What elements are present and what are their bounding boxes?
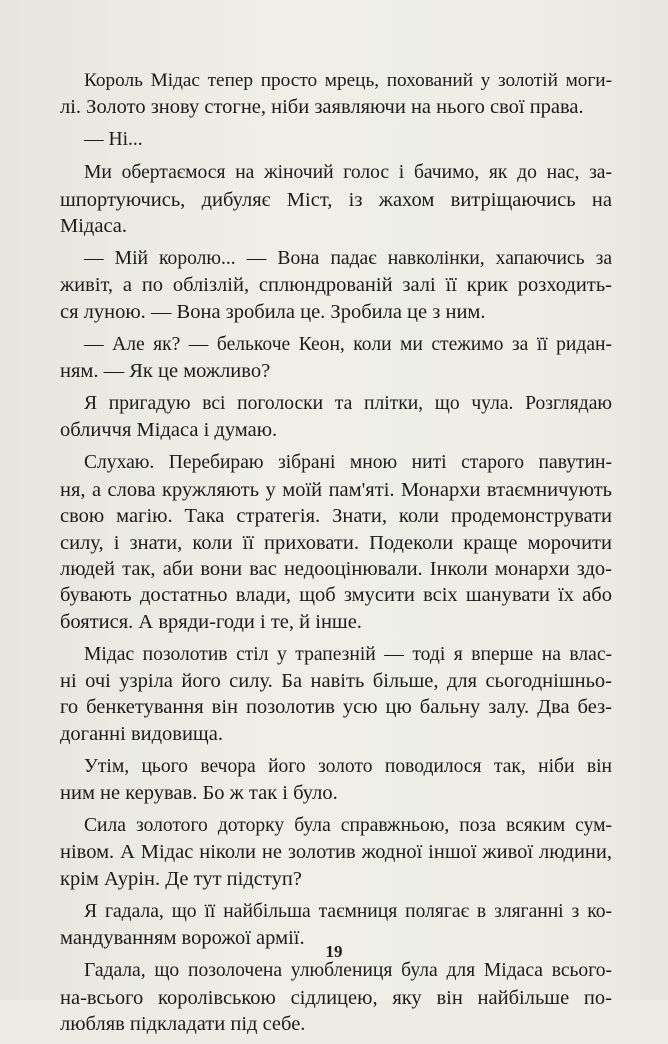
text-line: Сила золотого доторку була справжньою, поза всяким сум- bbox=[84, 815, 612, 837]
text-line: бувають достатньо влади, щоб змусити всіх шанувати їх або bbox=[60, 584, 612, 607]
paragraph bbox=[60, 127, 612, 153]
text-line: Я пригадую всі поголоски та плітки, що чула. Розглядаю bbox=[84, 392, 612, 414]
text-line: мандуванням ворожої армії. bbox=[60, 927, 305, 950]
text-line: ним не керував. Бо ж так і було. bbox=[60, 782, 338, 805]
text-line: ся луною. — Вона зробила це. Зробила це з ним. bbox=[60, 300, 486, 323]
text-line: боятися. А вряди-годи і те, й інше. bbox=[60, 610, 362, 633]
text-line: доганні видовища. bbox=[60, 722, 223, 745]
text-line: живіт, а по облізлій, сплюндрованій залі її крик розходить- bbox=[60, 274, 612, 297]
text-line: нівом. А Мідас ніколи не золотив жодної іншої живої людини, bbox=[60, 841, 612, 864]
text-line: — Ні... bbox=[84, 129, 143, 151]
text-line: Ми обертаємося на жіночий голос і бачимо, як до нас, за- bbox=[84, 162, 612, 184]
paragraph bbox=[60, 958, 612, 1037]
paragraph bbox=[60, 450, 612, 635]
text-line: людей так, аби вони вас недооцінювали. Інколи монархи здо- bbox=[60, 557, 612, 580]
text-line: Гадала, що позолочена улюблениця була для Мідаса всього- bbox=[84, 960, 612, 982]
paragraph bbox=[60, 332, 612, 385]
text-line: Король Мідас тепер просто мрець, похований у золотій моги- bbox=[84, 70, 612, 91]
paragraph bbox=[60, 813, 612, 892]
text-line: любляв підкладати під себе. bbox=[60, 1012, 306, 1035]
text-line: — Але як? — белькоче Кеон, коли ми стежимо за її ридан- bbox=[84, 333, 612, 355]
page-number: 19 bbox=[325, 942, 343, 961]
text-line: крім Аурін. Де тут підступ? bbox=[60, 867, 302, 890]
text-line: ні очі узріла його силу. Ба навіть більше, для сьогоднішньо- bbox=[60, 670, 612, 693]
text-line: шпортуючись, дибуляє Міст, із жахом витріщаючись на bbox=[60, 188, 612, 211]
body-text bbox=[60, 68, 612, 1044]
text-line: силу, і знати, коли її приховати. Подеколи краще морочити bbox=[60, 531, 612, 554]
text-line: Утім, цього вечора його золото поводилося так, ніби він bbox=[84, 755, 612, 777]
text-line: — Мій королю... — Вона падає навколінки, хапаючись за bbox=[84, 247, 612, 269]
text-line: Я гадала, що її найбільша таємниця полягає в зляганні з ко- bbox=[84, 900, 612, 922]
text-line: обличчя Мідаса і думаю. bbox=[60, 419, 278, 442]
text-line: го бенкетування він позолотив усю цю бальну залу. Два без- bbox=[60, 696, 612, 719]
text-line: ня, а слова кружляють у моїй пам'яті. Монархи втаємничують bbox=[60, 478, 612, 501]
paragraph bbox=[60, 160, 612, 239]
text-line: Мідаса. bbox=[60, 215, 128, 238]
paragraph bbox=[60, 754, 612, 807]
text-line: Слухаю. Перебираю зібрані мною нитi старого павутин- bbox=[84, 452, 612, 474]
paragraph bbox=[60, 642, 612, 748]
text-line: лі. Золото знову стогне, ніби заявляючи на нього свої права. bbox=[60, 96, 584, 119]
paragraph bbox=[60, 391, 612, 444]
text-line: Мідас позолотив стіл у трапезній — тоді я вперше на влас- bbox=[84, 643, 612, 665]
paragraph bbox=[60, 246, 612, 325]
text-line: свою магію. Така стратегія. Знати, коли продемонструвати bbox=[60, 505, 612, 528]
text-line: на-всього королівською сідлицею, яку він найбільше по- bbox=[60, 986, 612, 1009]
text-line: ням. — Як це можливо? bbox=[60, 360, 271, 383]
paragraph bbox=[60, 68, 612, 121]
